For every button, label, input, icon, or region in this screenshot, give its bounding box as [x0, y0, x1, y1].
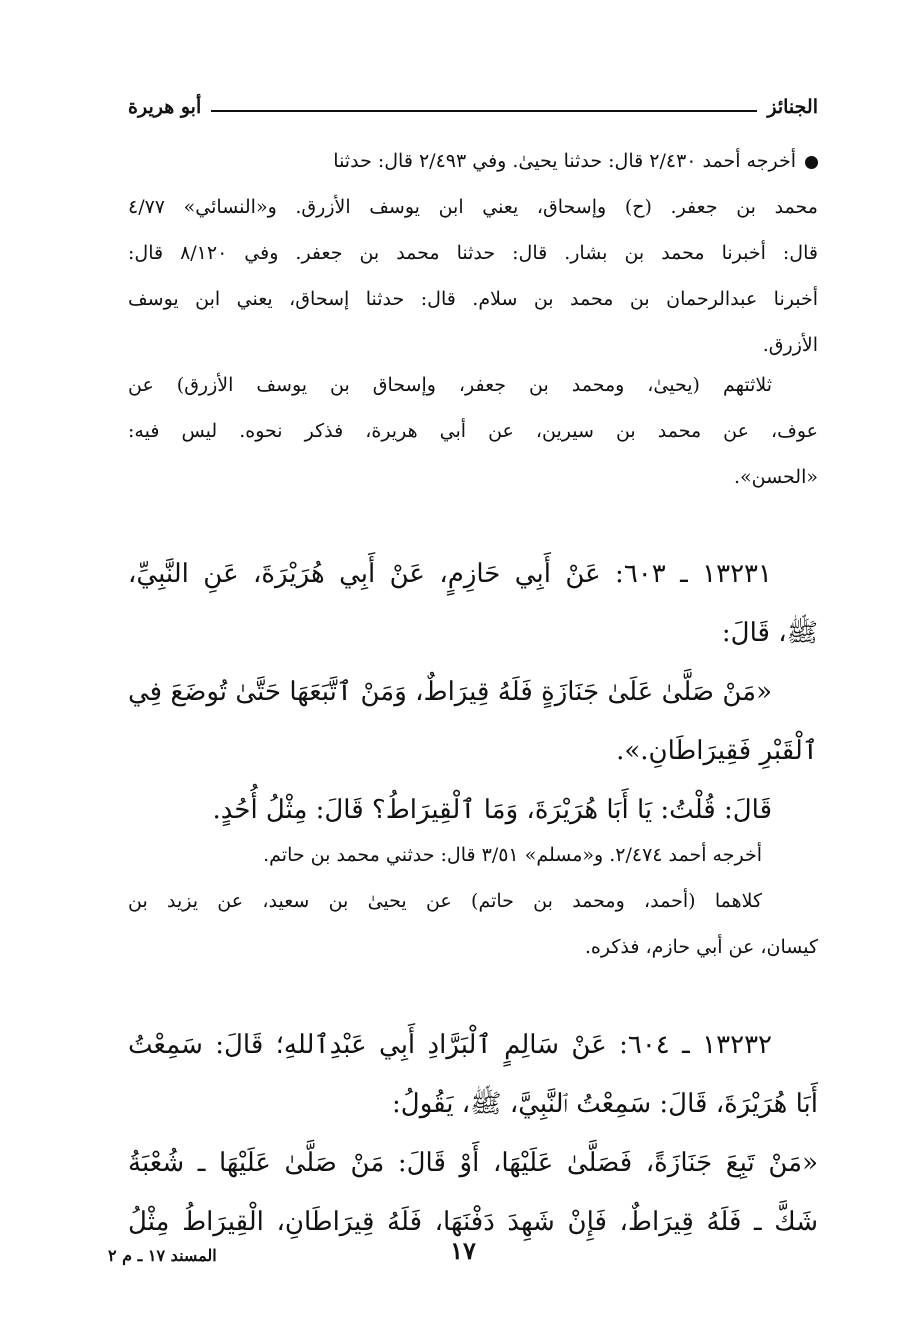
bullet-icon — [805, 156, 818, 169]
footnote-b-line: ثلاثتهم (يحيىٰ، ومحمد بن جعفر، وإسحاق بن يوسف الأزرق) عن — [128, 374, 772, 396]
footnote-a-line: أخبرنا عبدالرحمان بن محمد بن سلام. قال: حدثنا إسحاق، يعني ابن يوسف — [128, 288, 818, 310]
signature-mark: المسند ١٧ ـ م ٢ — [108, 1246, 217, 1265]
hadith-line: شَكَّ ـ فَلَهُ قِيرَاطٌ، فَإِنْ شَهِدَ دَفْنَهَا، فَلَهُ قِيرَاطَانِ، الْقِيرَاطُ مِثْلُ — [128, 1207, 818, 1237]
hadith-line: ١٣٢٣١ ـ ٦٠٣: عَنْ أَبِي حَازِمٍ، عَنْ أَبِي هُرَيْرَةَ، عَنِ النَّبِيِّ، — [128, 559, 772, 589]
footnote-b-line: عوف، عن محمد بن سيرين، عن أبي هريرة، فذكر نحوه. ليس فيه: — [128, 420, 818, 442]
footnote-c-line: كيسان، عن أبي حازم، فذكره. — [584, 936, 818, 958]
running-header — [128, 92, 818, 118]
hadith-line: قَالَ: قُلْتُ: يَا أَبَا هُرَيْرَةَ، وَمَا ٱلْقِيرَاطُ؟ قَالَ: مِثْلُ أُحُدٍ. — [212, 795, 772, 825]
footnote-b-line: «الحسن». — [733, 466, 818, 488]
hadith-13232 — [128, 1016, 818, 1252]
hadith-13231 — [128, 545, 818, 840]
hadith-line: «مَنْ صَلَّىٰ عَلَىٰ جَنَازَةٍ فَلَهُ قِيرَاطٌ، وَمَنْ ٱتَّبَعَهَا حَتَّىٰ تُوضَعَ فِي — [128, 677, 772, 707]
chapter-title: الجنائز — [767, 96, 818, 118]
hadith-line: «مَنْ تَبِعَ جَنَازَةً، فَصَلَّىٰ عَلَيْهَا، أَوْ قَالَ: مَنْ صَلَّىٰ عَلَيْهَا ـ شُعْبَةُ — [128, 1148, 818, 1178]
footnote-a — [128, 138, 818, 368]
footnote-c — [128, 832, 818, 970]
footnote-a-line: أخرجه أحمد ٢/٤٣٠ قال: حدثنا يحيىٰ. وفي ٢/٤٩٣ قال: حدثنا — [128, 138, 818, 184]
header-rule — [211, 110, 757, 112]
page-footer — [108, 1236, 818, 1276]
footnote-c-line: أخرجه أحمد ٢/٤٧٤. و«مسلم» ٣/٥١ قال: حدثني محمد بن حاتم. — [263, 844, 762, 866]
hadith-line: ٱلْقَبْرِ فَقِيرَاطَانِ.». — [616, 736, 818, 766]
footnote-b — [128, 362, 818, 500]
footnote-a-line: الأزرق. — [762, 334, 818, 356]
page-number: ١٧ — [450, 1236, 476, 1265]
hadith-line: ﷺ، قَالَ: — [721, 618, 818, 648]
footnote-c-line: كلاهما (أحمد، ومحمد بن حاتم) عن يحيىٰ بن سعيد، عن يزيد بن — [128, 890, 762, 912]
hadith-line: ١٣٢٣٢ ـ ٦٠٤: عَنْ سَالِمٍ ٱلْبَرَّادِ أَبِي عَبْدِٱللهِ؛ قَالَ: سَمِعْتُ — [128, 1030, 772, 1060]
hadith-line: أَبَا هُرَيْرَةَ، قَالَ: سَمِعْتُ ٱلنَّبِيَّ، ﷺ، يَقُولُ: — [392, 1089, 818, 1119]
footnote-a-line: محمد بن جعفر. (ح) وإسحاق، يعني ابن يوسف الأزرق. و«النسائي» ٤/٧٧ — [128, 196, 818, 218]
footnote-a-line: قال: أخبرنا محمد بن بشار. قال: حدثنا محمد بن جعفر. وفي ٨/١٢٠ قال: — [128, 242, 818, 264]
narrator-title: أبو هريرة — [128, 96, 202, 118]
